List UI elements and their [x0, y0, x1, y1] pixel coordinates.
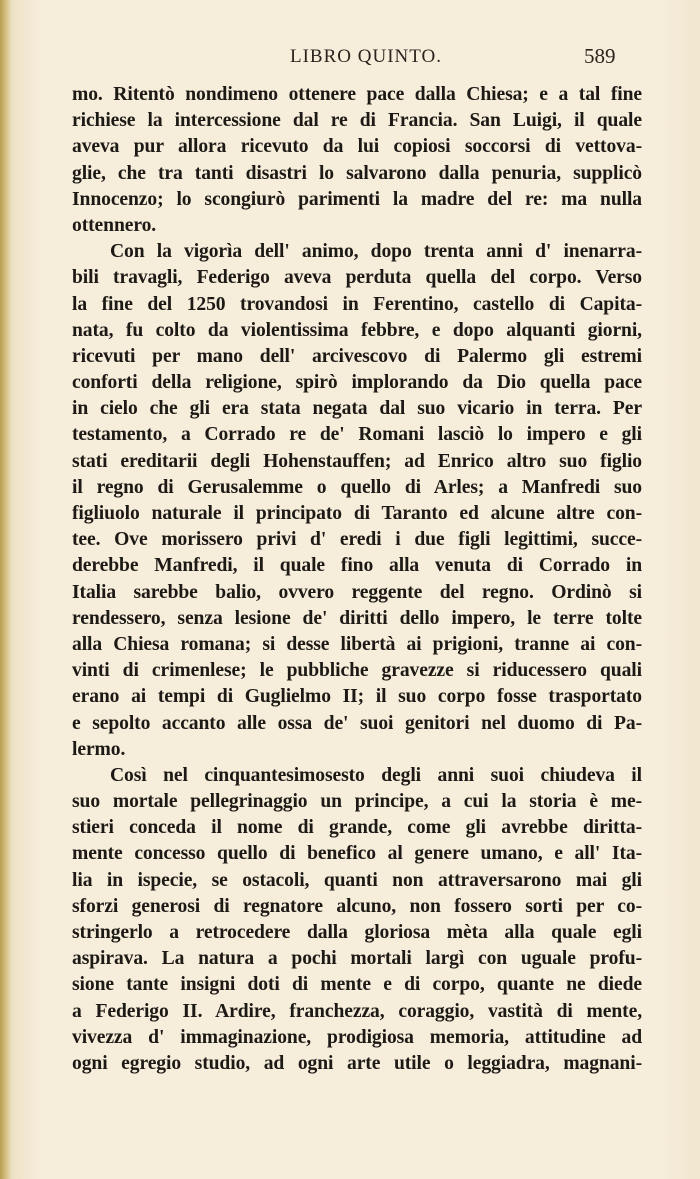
text-line: glie, che tra tanti disastri lo salvarono dalla penuria, supplicò: [72, 162, 642, 184]
text-line: rendessero, senza lesione de' diritti dello impero, le terre tolte: [72, 607, 642, 629]
running-title: LIBRO QUINTO.: [290, 46, 442, 67]
text-line: vivezza d' immaginazione, prodigiosa memoria, attitudine ad: [72, 1026, 642, 1048]
text-line: richiese la intercessione dal re di Francia. San Luigi, il quale: [72, 110, 642, 132]
text-line: Innocenzo; lo scongiurò parimenti la madre del re: ma nulla: [72, 188, 642, 210]
text-line: ogni egregio studio, ad ogni arte utile o leggiadra, magnani-: [72, 1052, 642, 1074]
text-line: conforti della religione, spirò implorando da Dio quella pace: [72, 372, 642, 394]
page-gutter-shadow: [0, 0, 10, 1179]
paragraph-start-line: Con la vigorìa dell' animo, dopo trenta anni d' inenarra-: [110, 241, 642, 263]
text-line: aveva pur allora ricevuto da lui copiosi soccorsi di vettova-: [72, 136, 642, 158]
text-line: erano ai tempi di Guglielmo II; il suo corpo fosse trasportato: [72, 686, 642, 708]
text-line: il regno di Gerusalemme o quello di Arles; a Manfredi suo: [72, 476, 642, 498]
text-line: mo. Ritentò nondimeno ottenere pace dalla Chiesa; e a tal fine: [72, 84, 642, 105]
text-line: bili travagli, Federigo aveva perduta quella del corpo. Verso: [72, 267, 642, 289]
text-line: testamento, a Corrado re de' Romani lasciò lo impero e gli: [72, 424, 642, 446]
text-line: vinti di crimenlese; le pubbliche gravezze si riducessero quali: [72, 660, 642, 682]
text-line: aspirava. La natura a pochi mortali largì con uguale profu-: [72, 948, 642, 970]
text-line: lermo.: [72, 738, 126, 760]
text-line: sione tante insigni doti di mente e di corpo, quante ne diede: [72, 974, 642, 996]
text-line: mente concesso quello di benefico al genere umano, e all' Ita-: [72, 843, 642, 865]
text-line: derebbe Manfredi, il quale fino alla venuta di Corrado in: [72, 555, 642, 577]
text-line: stieri conceda il nome di grande, come gli avrebbe diritta-: [72, 817, 642, 839]
text-line: nata, fu colto da violentissima febbre, e dopo alquanti giorni,: [72, 319, 642, 341]
body-text: [72, 82, 642, 1077]
text-line: a Federigo II. Ardire, franchezza, coraggio, vastità di mente,: [72, 1000, 642, 1022]
text-line: suo mortale pellegrinaggio un principe, a cui la storia è me-: [72, 791, 642, 813]
text-line: stringerlo a retrocedere dalla gloriosa mèta alla quale egli: [72, 922, 642, 943]
text-line: ottennero.: [72, 214, 157, 236]
text-line: Italia sarebbe balio, ovvero reggente del regno. Ordinò si: [72, 581, 642, 603]
text-line: tee. Ove morissero privi d' eredi i due figli legittimi, succe-: [72, 529, 642, 551]
text-line: alla Chiesa romana; si desse libertà ai prigioni, tranne ai con-: [72, 633, 642, 655]
text-line: figliuolo naturale il principato di Taranto ed alcune altre con-: [72, 503, 642, 524]
text-line: ricevuti per mano dell' arcivescovo di Palermo gli estremi: [72, 345, 642, 367]
text-line: stati ereditarii degli Hohenstauffen; ad Enrico altro suo figlio: [72, 450, 642, 472]
text-line: in cielo che gli era stata negata dal suo vicario in terra. Per: [72, 398, 642, 420]
text-line: sforzi generosi di regnatore alcuno, non fossero sorti per co-: [72, 895, 642, 917]
text-line: la fine del 1250 trovandosi in Ferentino, castello di Capita-: [72, 293, 642, 315]
paragraph-start-line: Così nel cinquantesimosesto degli anni suoi chiudeva il: [110, 764, 642, 786]
running-header: [0, 46, 700, 76]
text-line: e sepolto accanto alle ossa de' suoi genitori nel duomo di Pa-: [72, 712, 642, 734]
text-line: lia in ispecie, se ostacoli, quanti non attraversarono mai gli: [72, 869, 642, 891]
page-number: 589: [584, 44, 616, 68]
